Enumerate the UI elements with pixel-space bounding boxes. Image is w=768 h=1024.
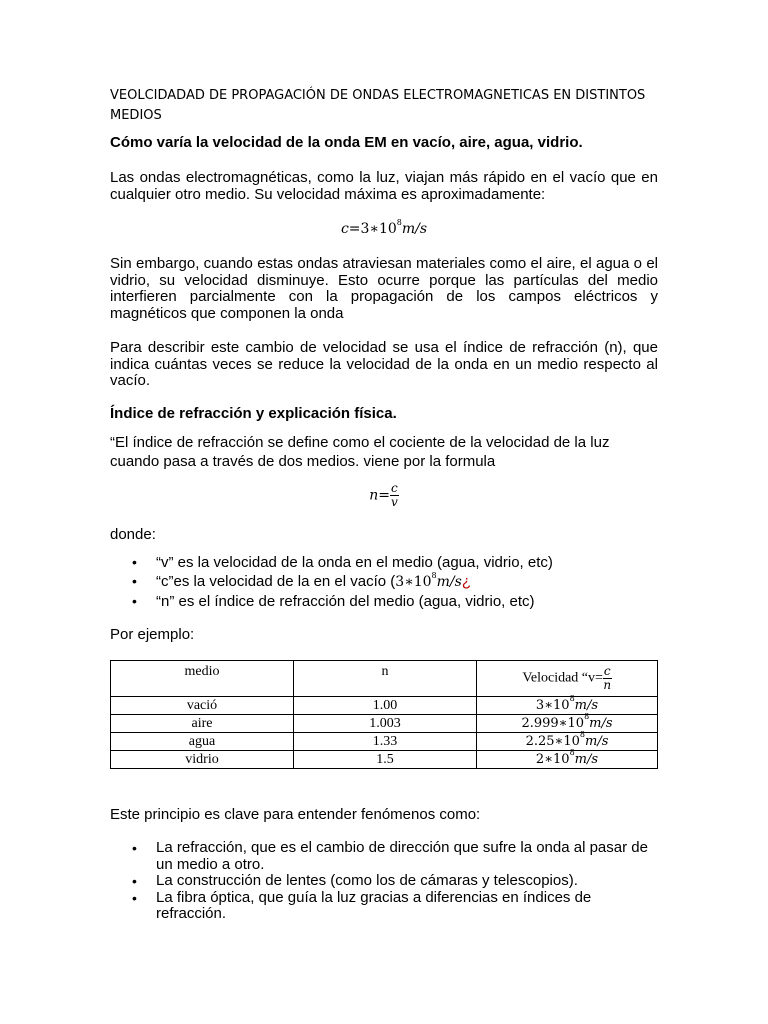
document-title: VEOLCIDADAD DE PROPAGACIÓN DE ONDAS ELECTROMAGNETICAS EN DISTINTOS MEDIOS xyxy=(110,88,646,123)
table-row xyxy=(111,733,658,751)
table-row xyxy=(111,697,658,715)
paragraph-refraction-index: Para describir este cambio de velocidad se usa el índice de refracción (n), que indica cuántas veces se reduce la velocidad de la onda en un medio respecto al vacío. xyxy=(110,339,658,389)
paragraph-definition: “El índice de refracción se define como el cociente de la velocidad de la luz cuando pasa a través de dos medios. viene por la formula xyxy=(110,434,610,470)
refraction-table xyxy=(110,660,658,769)
label-donde: donde: xyxy=(110,526,156,543)
heading-em-speed: Cómo varía la velocidad de la onda EM en vacío, aire, agua, vidrio. xyxy=(110,134,583,151)
cell-medio: vació xyxy=(111,697,294,715)
paragraph-intro: Las ondas electromagnéticas, como la luz, viajan más rápido en el vacío que en cualquier otro medio. Su velocidad máxima es aproximadamente: xyxy=(110,169,658,203)
heading-refraction-index: Índice de refracción y explicación física. xyxy=(110,405,397,422)
header-velocidad: Velocidad “v= $\frac{c}{n}$ xyxy=(477,661,658,697)
cell-velocidad: $2.999∗10^8m/s$ xyxy=(477,715,658,733)
table-row xyxy=(111,751,658,769)
header-n: n xyxy=(294,661,477,697)
paragraph-principle: Este principio es clave para entender fenómenos como: xyxy=(110,806,481,823)
cell-velocidad: $2.25∗10^8m/s$ xyxy=(477,733,658,751)
equation-speed-of-light: $c=3∗10^8m/s$ xyxy=(340,218,428,237)
table-row xyxy=(111,715,658,733)
list-item: • La fibra óptica, que guía la luz gracias a diferencias en índices de refracción. xyxy=(110,890,658,923)
cell-n: 1.5 xyxy=(294,751,477,769)
cell-velocidad: $3∗10^8m/s$ xyxy=(477,697,658,715)
variables-list xyxy=(110,553,658,611)
paragraph-speed-reduction: Sin embargo, cuando estas ondas atraviesan materiales como el aire, el agua o el vidrio, su velocidad disminuye. Esto ocurre porque las partículas del medio interfieren parcialmente con la propagación de los campos eléctricos y magnéticos que componen la onda xyxy=(110,255,658,322)
cell-medio: aire xyxy=(111,715,294,733)
label-example: Por ejemplo: xyxy=(110,626,195,643)
cell-medio: agua xyxy=(111,733,294,751)
cell-n: 1.00 xyxy=(294,697,477,715)
list-item: • La construcción de lentes (como los de cámaras y telescopios). xyxy=(110,873,658,890)
equation-refraction-index: n= $\frac{c}{v}$ xyxy=(369,481,398,509)
cell-medio: vidrio xyxy=(111,751,294,769)
cell-n: 1.003 xyxy=(294,715,477,733)
list-item: • La refracción, que es el cambio de dirección que sufre la onda al pasar de un medio a otro. xyxy=(110,840,658,873)
cell-n: 1.33 xyxy=(294,733,477,751)
header-medio: medio xyxy=(111,661,294,697)
list-item: • “v” es la velocidad de la onda en el medio (agua, vidrio, etc) xyxy=(110,553,658,572)
list-item: • “n” es el índice de refracción del medio (agua, vidrio, etc) xyxy=(110,592,658,611)
phenomena-list xyxy=(110,840,658,923)
table-header-row xyxy=(111,661,658,697)
cell-velocidad: $2∗10^8m/s$ xyxy=(477,751,658,769)
list-item: • “c”es la velocidad de la en el vacío ($3∗10^8m/s¿$ xyxy=(110,572,658,592)
